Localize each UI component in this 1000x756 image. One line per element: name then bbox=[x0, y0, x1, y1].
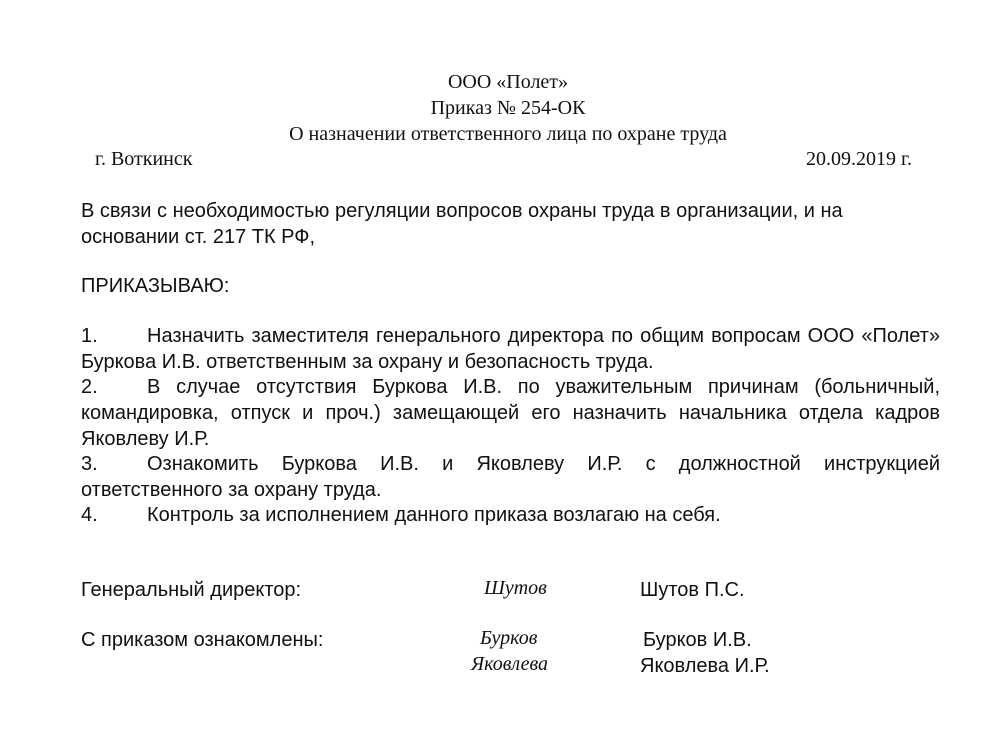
item-line: Буркова И.В. ответственным за охрану и безопасность труда. bbox=[81, 351, 654, 373]
order-word: ПРИКАЗЫВАЮ: bbox=[81, 275, 230, 297]
item-line: В случае отсутствия Буркова И.В. по уважительным причинам (больничный, bbox=[147, 376, 940, 398]
director-name: Шутов П.С. bbox=[640, 579, 745, 601]
order-subject: О назначении ответственного лица по охране труда bbox=[289, 123, 727, 145]
city: г. Воткинск bbox=[95, 148, 193, 170]
preamble-line-2: основании ст. 217 ТК РФ, bbox=[81, 226, 316, 248]
order-number: Приказ № 254-ОК bbox=[430, 97, 586, 119]
item-line: ответственного за охрану труда. bbox=[81, 479, 382, 501]
director-signature: Шутов bbox=[484, 577, 547, 599]
item-number: 3. bbox=[81, 453, 98, 475]
company-name: ООО «Полет» bbox=[447, 71, 569, 93]
director-label: Генеральный директор: bbox=[81, 579, 302, 601]
acquainted-signature: Яковлева bbox=[471, 653, 549, 675]
item-line: Яковлеву И.Р. bbox=[81, 428, 210, 450]
acquainted-name: Бурков И.В. bbox=[643, 629, 752, 651]
item-line: Ознакомить Буркова И.В. и Яковлеву И.Р. с должностной инструкцией bbox=[147, 453, 940, 475]
list-item bbox=[81, 502, 940, 528]
acquainted-signature: Бурков bbox=[480, 627, 538, 649]
item-number: 2. bbox=[81, 376, 98, 398]
acquainted-label: С приказом ознакомлены: bbox=[81, 629, 324, 651]
item-number: 1. bbox=[81, 325, 98, 347]
list-item bbox=[81, 323, 940, 375]
item-line: Назначить заместителя генерального директора по общим вопросам ООО «Полет» bbox=[147, 325, 940, 347]
item-line: Контроль за исполнением данного приказа возлагаю на себя. bbox=[147, 504, 721, 526]
list-item bbox=[81, 374, 940, 452]
item-number: 4. bbox=[81, 504, 98, 526]
acquainted-name: Яковлева И.Р. bbox=[640, 655, 770, 677]
list-item bbox=[81, 451, 940, 503]
order-date: 20.09.2019 г. bbox=[806, 148, 912, 170]
preamble-line-1: В связи с необходимостью регуляции вопросов охраны труда в организации, и на bbox=[81, 200, 843, 222]
item-line: командировка, отпуск и проч.) замещающей его назначить начальника отдела кадров bbox=[81, 402, 940, 424]
